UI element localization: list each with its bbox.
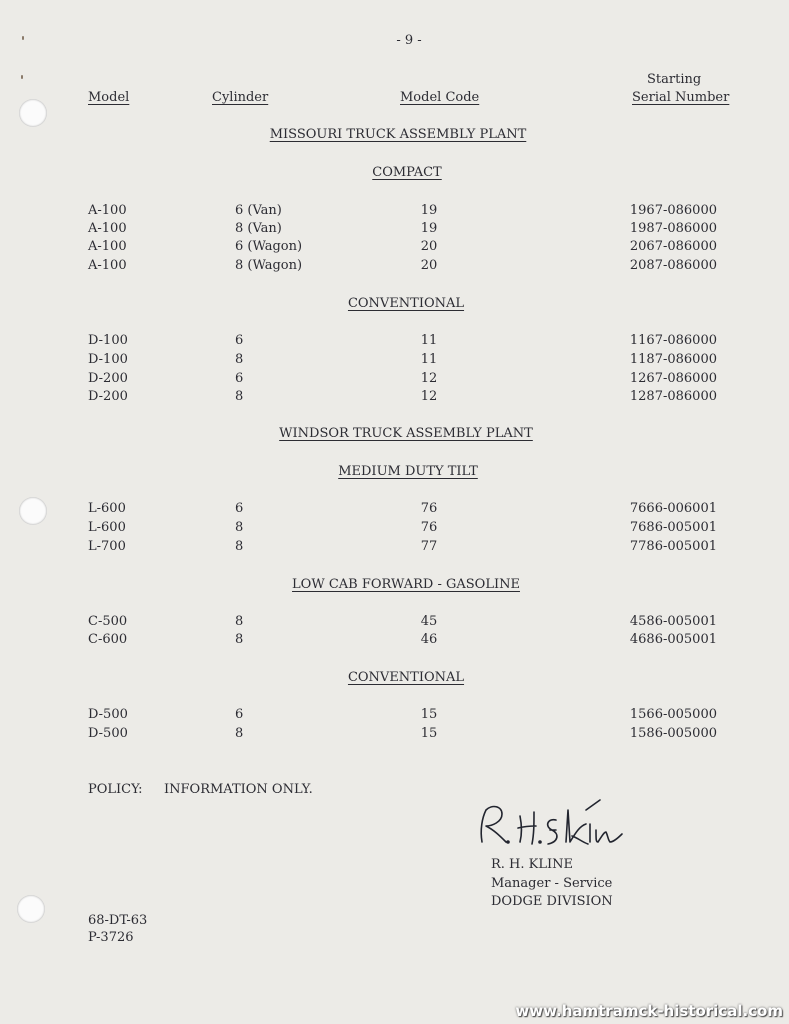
- cell-cylinder: 8: [235, 352, 244, 367]
- cell-model-code: 12: [420, 389, 438, 404]
- cell-cylinder: 6 (Wagon): [235, 239, 303, 254]
- cell-model: D-500: [88, 707, 128, 722]
- signer-title: Manager - Service: [491, 876, 613, 891]
- cell-model: A-100: [88, 221, 127, 236]
- cell-cylinder: 8: [235, 389, 244, 404]
- cell-model: D-500: [88, 726, 128, 741]
- cell-serial: 1586-005000: [629, 726, 717, 741]
- section-title-missouri-plant: MISSOURI TRUCK ASSEMBLY PLANT: [269, 127, 527, 142]
- cell-cylinder: 6: [235, 501, 244, 516]
- cell-cylinder: 8: [235, 632, 244, 647]
- header-cylinder: Cylinder: [212, 90, 269, 105]
- header-model: Model: [88, 90, 130, 105]
- cell-serial: 7786-005001: [629, 539, 717, 554]
- cell-serial: 1187-086000: [629, 352, 717, 367]
- cell-model: D-100: [88, 352, 128, 367]
- cell-model-code: 19: [420, 203, 438, 218]
- section-title-conventional-2: CONVENTIONAL: [347, 670, 465, 685]
- cell-cylinder: 6 (Van): [235, 203, 282, 218]
- cell-model: A-100: [88, 258, 127, 273]
- cell-model: A-100: [88, 203, 127, 218]
- doc-ref-number: 68-DT-63: [88, 913, 148, 928]
- cell-model-code: 19: [420, 221, 438, 236]
- signer-division: DODGE DIVISION: [491, 894, 613, 909]
- cell-cylinder: 8 (Van): [235, 221, 282, 236]
- doc-ref-page: P-3726: [88, 930, 134, 945]
- cell-model-code: 20: [420, 258, 438, 273]
- cell-model-code: 45: [420, 614, 438, 629]
- cell-serial: 1967-086000: [629, 203, 717, 218]
- cell-cylinder: 8: [235, 726, 244, 741]
- policy-label: POLICY:: [88, 782, 143, 797]
- handwritten-signature: [472, 796, 632, 852]
- cell-serial: 1267-086000: [629, 371, 717, 386]
- binder-hole-bottom: [17, 895, 45, 923]
- cell-serial: 1287-086000: [629, 389, 717, 404]
- section-title-medium-duty-tilt: MEDIUM DUTY TILT: [338, 464, 478, 479]
- section-title-low-cab-forward: LOW CAB FORWARD - GASOLINE: [292, 577, 520, 592]
- cell-model: L-700: [88, 539, 126, 554]
- signer-name: R. H. KLINE: [491, 857, 573, 872]
- cell-model-code: 76: [420, 520, 438, 535]
- section-title-compact: COMPACT: [372, 165, 442, 180]
- cell-model: A-100: [88, 239, 127, 254]
- cell-model-code: 11: [420, 352, 438, 367]
- paper-speck: [21, 75, 23, 79]
- page-number: - 9 -: [396, 33, 422, 48]
- cell-serial: 4686-005001: [629, 632, 717, 647]
- cell-serial: 1566-005000: [629, 707, 717, 722]
- cell-model-code: 20: [420, 239, 438, 254]
- cell-model-code: 15: [420, 707, 438, 722]
- binder-hole-middle: [19, 497, 47, 525]
- cell-model-code: 11: [420, 333, 438, 348]
- cell-cylinder: 6: [235, 707, 244, 722]
- cell-serial: 4586-005001: [629, 614, 717, 629]
- cell-model-code: 46: [420, 632, 438, 647]
- cell-model: L-600: [88, 520, 126, 535]
- cell-serial: 2087-086000: [629, 258, 717, 273]
- cell-serial: 1987-086000: [629, 221, 717, 236]
- cell-cylinder: 6: [235, 371, 244, 386]
- header-serial-top: Starting: [647, 72, 702, 87]
- header-model-code: Model Code: [400, 90, 480, 105]
- cell-serial: 1167-086000: [629, 333, 717, 348]
- cell-model: C-600: [88, 632, 128, 647]
- cell-model-code: 15: [420, 726, 438, 741]
- cell-model: D-200: [88, 389, 128, 404]
- section-title-conventional: CONVENTIONAL: [347, 296, 465, 311]
- cell-serial: 7666-006001: [629, 501, 717, 516]
- paper-speck: [22, 36, 24, 40]
- cell-serial: 7686-005001: [629, 520, 717, 535]
- policy-text: INFORMATION ONLY.: [164, 782, 313, 797]
- cell-model: D-200: [88, 371, 128, 386]
- section-title-windsor-plant: WINDSOR TRUCK ASSEMBLY PLANT: [279, 426, 533, 441]
- cell-cylinder: 6: [235, 333, 244, 348]
- website-watermark: www.hamtramck-historical.com: [515, 1002, 783, 1020]
- cell-model: D-100: [88, 333, 128, 348]
- cell-cylinder: 8: [235, 520, 244, 535]
- cell-model: L-600: [88, 501, 126, 516]
- cell-model-code: 12: [420, 371, 438, 386]
- cell-cylinder: 8 (Wagon): [235, 258, 303, 273]
- cell-serial: 2067-086000: [629, 239, 717, 254]
- header-serial-number: Serial Number: [632, 90, 730, 105]
- cell-model: C-500: [88, 614, 128, 629]
- cell-model-code: 77: [420, 539, 438, 554]
- cell-cylinder: 8: [235, 539, 244, 554]
- cell-cylinder: 8: [235, 614, 244, 629]
- binder-hole-top: [19, 99, 47, 127]
- cell-model-code: 76: [420, 501, 438, 516]
